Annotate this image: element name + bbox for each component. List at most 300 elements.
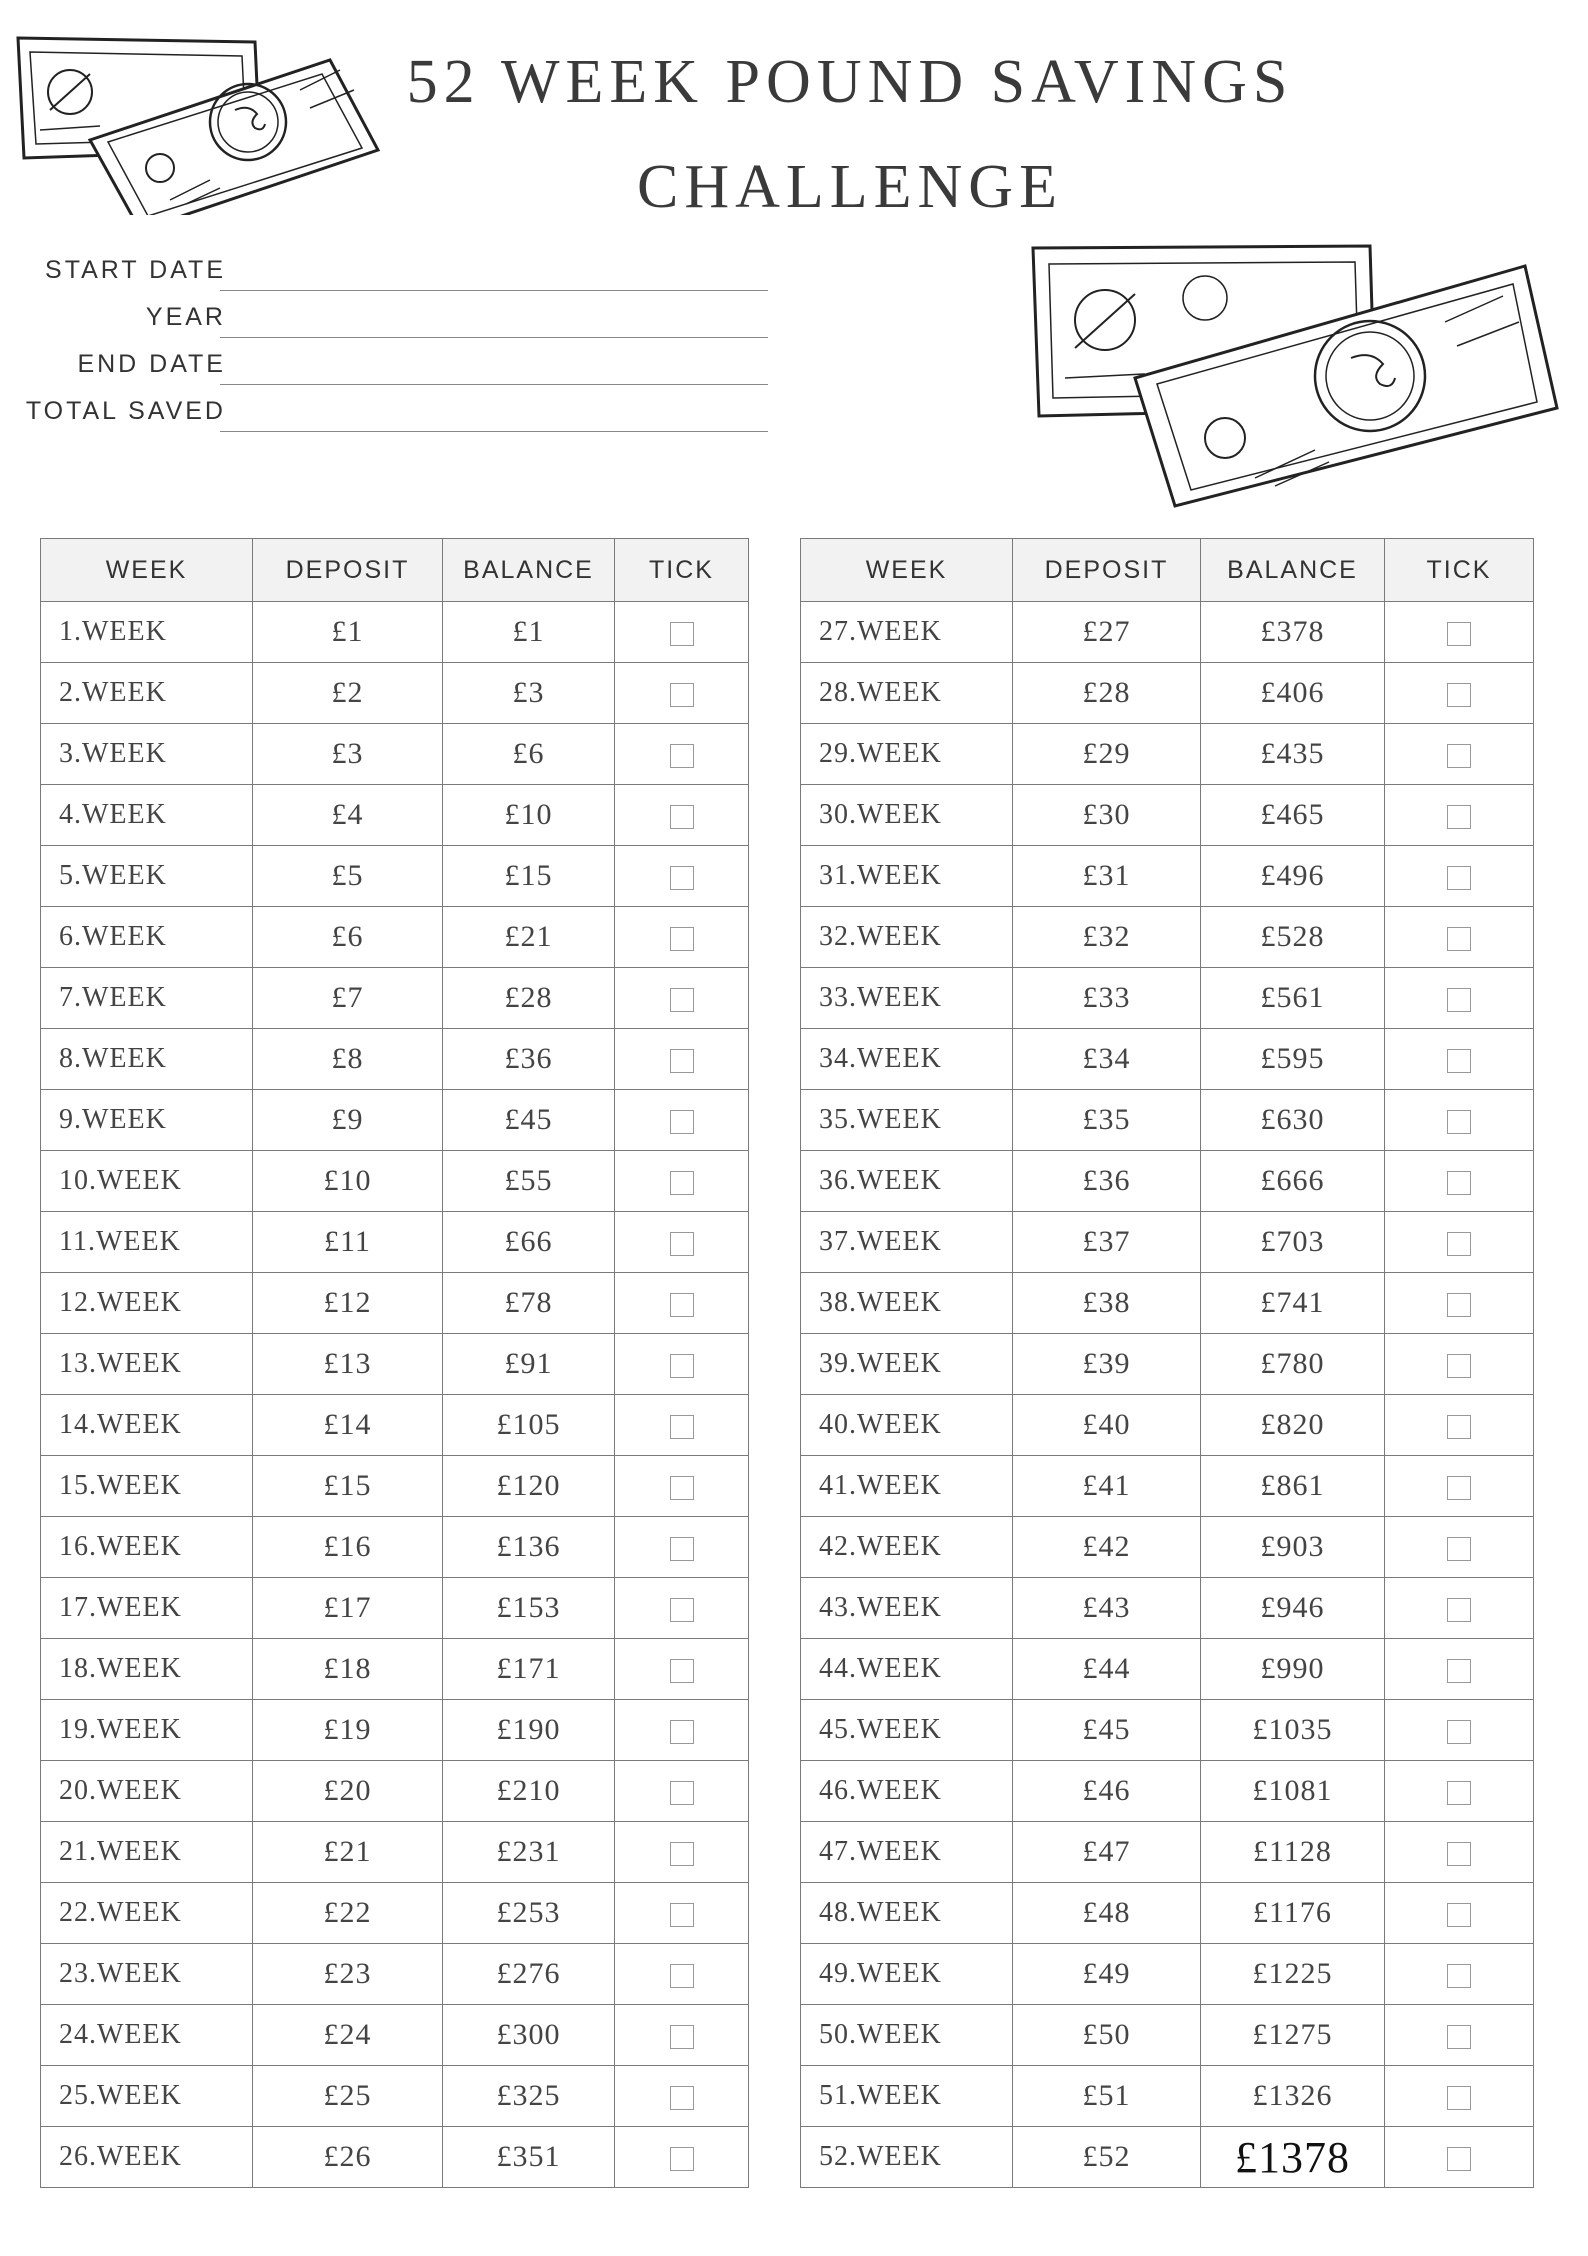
tick-checkbox[interactable] [1447,1354,1471,1378]
balance-cell: £1176 [1201,1883,1385,1944]
total-saved-line[interactable] [220,431,768,432]
table-row [41,2127,749,2188]
balance-cell: £190 [443,1700,615,1761]
week-cell: 35.WEEK [801,1090,1013,1151]
table-row [41,1334,749,1395]
balance-cell: £28 [443,968,615,1029]
deposit-cell: £4 [253,785,443,846]
week-cell: 33.WEEK [801,968,1013,1029]
week-cell: 22.WEEK [41,1883,253,1944]
tick-cell [1385,1395,1534,1456]
tick-cell [615,785,749,846]
tick-cell [1385,1517,1534,1578]
tick-cell [615,1212,749,1273]
table-header-row [801,539,1534,602]
table-row [41,1456,749,1517]
deposit-cell: £47 [1013,1822,1201,1883]
tick-checkbox[interactable] [670,1964,694,1988]
header-balance: BALANCE [1201,539,1385,602]
tick-checkbox[interactable] [670,1903,694,1927]
deposit-cell: £29 [1013,724,1201,785]
week-cell: 48.WEEK [801,1883,1013,1944]
tick-checkbox[interactable] [670,1415,694,1439]
table-row [801,2066,1534,2127]
table-row [41,1090,749,1151]
table-row [41,2005,749,2066]
tick-cell [615,1700,749,1761]
tick-cell [615,968,749,1029]
table-row [41,1883,749,1944]
balance-cell: £1081 [1201,1761,1385,1822]
week-cell: 2.WEEK [41,663,253,724]
table-row [41,1578,749,1639]
table-row [801,1822,1534,1883]
balance-cell: £780 [1201,1334,1385,1395]
balance-cell: £105 [443,1395,615,1456]
table-row [801,1090,1534,1151]
tick-cell [1385,1578,1534,1639]
tick-cell [615,1639,749,1700]
deposit-cell: £48 [1013,1883,1201,1944]
week-cell: 26.WEEK [41,2127,253,2188]
table-row [41,1700,749,1761]
deposit-cell: £52 [1013,2127,1201,2188]
deposit-cell: £28 [1013,663,1201,724]
tick-checkbox[interactable] [1447,744,1471,768]
balance-cell: £703 [1201,1212,1385,1273]
tick-checkbox[interactable] [670,1354,694,1378]
table-row [41,1639,749,1700]
table-row [801,2005,1534,2066]
table-row [41,1212,749,1273]
table-row [801,1639,1534,1700]
tick-checkbox[interactable] [1447,1171,1471,1195]
week-cell: 14.WEEK [41,1395,253,1456]
tick-cell [1385,2066,1534,2127]
balance-cell: £903 [1201,1517,1385,1578]
week-cell: 8.WEEK [41,1029,253,1090]
savings-table-right [800,538,1534,2188]
table-row [801,724,1534,785]
week-cell: 12.WEEK [41,1273,253,1334]
week-cell: 23.WEEK [41,1944,253,2005]
week-cell: 34.WEEK [801,1029,1013,1090]
tick-checkbox[interactable] [670,988,694,1012]
balance-cell: £6 [443,724,615,785]
tick-checkbox[interactable] [1447,2147,1471,2171]
tick-cell [615,602,749,663]
tick-cell [615,2127,749,2188]
table-row [801,1395,1534,1456]
table-row [41,846,749,907]
tick-cell [615,2066,749,2127]
balance-cell: £36 [443,1029,615,1090]
deposit-cell: £31 [1013,846,1201,907]
week-cell: 36.WEEK [801,1151,1013,1212]
table-row [801,1761,1534,1822]
tick-cell [1385,1334,1534,1395]
tick-checkbox[interactable] [670,683,694,707]
deposit-cell: £24 [253,2005,443,2066]
tick-cell [1385,1273,1534,1334]
table-row [801,1517,1534,1578]
week-cell: 15.WEEK [41,1456,253,1517]
balance-cell: £990 [1201,1639,1385,1700]
balance-cell: £78 [443,1273,615,1334]
table-header-row [41,539,749,602]
week-cell: 32.WEEK [801,907,1013,968]
tick-checkbox[interactable] [670,1232,694,1256]
tick-checkbox[interactable] [670,805,694,829]
deposit-cell: £26 [253,2127,443,2188]
tick-cell [615,1517,749,1578]
tick-checkbox[interactable] [670,1171,694,1195]
tick-checkbox[interactable] [1447,2025,1471,2049]
balance-cell: £465 [1201,785,1385,846]
tick-checkbox[interactable] [1447,988,1471,1012]
table-row [41,1944,749,2005]
tick-cell [1385,968,1534,1029]
balance-cell: £406 [1201,663,1385,724]
balance-cell: £666 [1201,1151,1385,1212]
week-cell: 52.WEEK [801,2127,1013,2188]
start-date-line[interactable] [220,290,768,291]
table-row [801,1273,1534,1334]
deposit-cell: £36 [1013,1151,1201,1212]
title-line-1: 52 WEEK POUND SAVINGS [406,48,1294,116]
balance-cell: £435 [1201,724,1385,785]
tick-checkbox[interactable] [670,2025,694,2049]
balance-cell: £15 [443,846,615,907]
tick-cell [1385,1944,1534,2005]
week-cell: 47.WEEK [801,1822,1013,1883]
deposit-cell: £17 [253,1578,443,1639]
tick-checkbox[interactable] [670,2147,694,2171]
deposit-cell: £27 [1013,602,1201,663]
deposit-cell: £34 [1013,1029,1201,1090]
week-cell: 43.WEEK [801,1578,1013,1639]
week-cell: 24.WEEK [41,2005,253,2066]
deposit-cell: £12 [253,1273,443,1334]
tick-cell [1385,1822,1534,1883]
tick-checkbox[interactable] [1447,1476,1471,1500]
balance-cell: £595 [1201,1029,1385,1090]
total-saved-label: TOTAL SAVED [25,397,226,425]
week-cell: 40.WEEK [801,1395,1013,1456]
tick-cell [1385,785,1534,846]
week-cell: 6.WEEK [41,907,253,968]
deposit-cell: £14 [253,1395,443,1456]
week-cell: 27.WEEK [801,602,1013,663]
week-cell: 5.WEEK [41,846,253,907]
tick-checkbox[interactable] [1447,2086,1471,2110]
header-deposit: DEPOSIT [253,539,443,602]
table-row [41,968,749,1029]
tick-checkbox[interactable] [670,927,694,951]
tick-checkbox[interactable] [1447,1964,1471,1988]
year-label: YEAR [145,303,226,331]
week-cell: 4.WEEK [41,785,253,846]
tick-checkbox[interactable] [670,1720,694,1744]
week-cell: 25.WEEK [41,2066,253,2127]
balance-cell: £55 [443,1151,615,1212]
balance-cell: £820 [1201,1395,1385,1456]
tick-checkbox[interactable] [670,744,694,768]
table-row [801,907,1534,968]
balance-cell: £1 [443,602,615,663]
tick-cell [615,2005,749,2066]
end-date-line[interactable] [220,384,768,385]
balance-cell: £153 [443,1578,615,1639]
deposit-cell: £38 [1013,1273,1201,1334]
tick-cell [1385,1639,1534,1700]
tick-checkbox[interactable] [670,1049,694,1073]
balance-cell: £10 [443,785,615,846]
tick-checkbox[interactable] [1447,927,1471,951]
week-cell: 39.WEEK [801,1334,1013,1395]
table-row [41,1517,749,1578]
tick-cell [615,1822,749,1883]
balance-cell: £171 [443,1639,615,1700]
tick-cell [1385,602,1534,663]
balance-cell: £136 [443,1517,615,1578]
deposit-cell: £33 [1013,968,1201,1029]
week-cell: 50.WEEK [801,2005,1013,2066]
deposit-cell: £45 [1013,1700,1201,1761]
banknotes-icon-right [1025,238,1565,508]
savings-table-left [40,538,749,2188]
tick-checkbox[interactable] [1447,622,1471,646]
tick-checkbox[interactable] [1447,1293,1471,1317]
tick-checkbox[interactable] [670,622,694,646]
table-row [801,846,1534,907]
header-tick: TICK [615,539,749,602]
tick-cell [1385,2127,1534,2188]
week-cell: 45.WEEK [801,1700,1013,1761]
week-cell: 16.WEEK [41,1517,253,1578]
tick-checkbox[interactable] [670,1293,694,1317]
tick-checkbox[interactable] [1447,1049,1471,1073]
deposit-cell: £1 [253,602,443,663]
table-row [801,1151,1534,1212]
week-cell: 9.WEEK [41,1090,253,1151]
deposit-cell: £49 [1013,1944,1201,2005]
week-cell: 51.WEEK [801,2066,1013,2127]
deposit-cell: £41 [1013,1456,1201,1517]
balance-cell: £1326 [1201,2066,1385,2127]
week-cell: 7.WEEK [41,968,253,1029]
header-week: WEEK [41,539,253,602]
week-cell: 18.WEEK [41,1639,253,1700]
tick-checkbox[interactable] [670,1598,694,1622]
table-row [41,724,749,785]
deposit-cell: £50 [1013,2005,1201,2066]
deposit-cell: £15 [253,1456,443,1517]
deposit-cell: £6 [253,907,443,968]
tick-cell [615,1334,749,1395]
week-cell: 29.WEEK [801,724,1013,785]
table-row [801,1700,1534,1761]
week-cell: 41.WEEK [801,1456,1013,1517]
balance-cell: £946 [1201,1578,1385,1639]
week-cell: 30.WEEK [801,785,1013,846]
tick-cell [1385,846,1534,907]
balance-cell: £561 [1201,968,1385,1029]
tick-cell [1385,1700,1534,1761]
table-row [41,602,749,663]
balance-cell: £21 [443,907,615,968]
table-row [801,1456,1534,1517]
week-cell: 46.WEEK [801,1761,1013,1822]
table-row [801,1578,1534,1639]
tick-checkbox[interactable] [1447,1110,1471,1134]
deposit-cell: £25 [253,2066,443,2127]
tick-checkbox[interactable] [670,1537,694,1561]
table-row [801,1334,1534,1395]
tick-cell [615,1883,749,1944]
deposit-cell: £43 [1013,1578,1201,1639]
table-row [41,1151,749,1212]
week-cell: 17.WEEK [41,1578,253,1639]
tick-checkbox[interactable] [1447,1842,1471,1866]
balance-cell: £253 [443,1883,615,1944]
balance-cell: £3 [443,663,615,724]
tick-checkbox[interactable] [670,1110,694,1134]
table-row [801,785,1534,846]
tick-cell [1385,1456,1534,1517]
balance-cell: £1275 [1201,2005,1385,2066]
balance-cell: £1035 [1201,1700,1385,1761]
tick-checkbox[interactable] [670,2086,694,2110]
balance-cell: £276 [443,1944,615,2005]
table-row [801,663,1534,724]
week-cell: 21.WEEK [41,1822,253,1883]
title-line-2: CHALLENGE [637,153,1063,221]
deposit-cell: £16 [253,1517,443,1578]
week-cell: 3.WEEK [41,724,253,785]
tick-cell [1385,1883,1534,1944]
deposit-cell: £19 [253,1700,443,1761]
tick-cell [615,1578,749,1639]
tick-checkbox[interactable] [670,1476,694,1500]
deposit-cell: £35 [1013,1090,1201,1151]
tick-checkbox[interactable] [1447,805,1471,829]
deposit-cell: £40 [1013,1395,1201,1456]
tick-cell [615,663,749,724]
deposit-cell: £10 [253,1151,443,1212]
tick-checkbox[interactable] [670,1781,694,1805]
tick-checkbox[interactable] [670,1659,694,1683]
tick-checkbox[interactable] [670,866,694,890]
tick-cell [1385,663,1534,724]
tick-cell [1385,2005,1534,2066]
week-cell: 20.WEEK [41,1761,253,1822]
table-row [41,1029,749,1090]
tick-cell [615,1761,749,1822]
deposit-cell: £51 [1013,2066,1201,2127]
week-cell: 28.WEEK [801,663,1013,724]
deposit-cell: £11 [253,1212,443,1273]
balance-cell: £1128 [1201,1822,1385,1883]
table-row [41,1822,749,1883]
balance-cell: £210 [443,1761,615,1822]
tick-checkbox[interactable] [1447,683,1471,707]
header-deposit: DEPOSIT [1013,539,1201,602]
balance-cell: £300 [443,2005,615,2066]
balance-cell: £120 [443,1456,615,1517]
tick-checkbox[interactable] [1447,1537,1471,1561]
week-cell: 49.WEEK [801,1944,1013,2005]
balance-cell: £528 [1201,907,1385,968]
table-row [801,1029,1534,1090]
year-line[interactable] [220,337,768,338]
tick-cell [615,1944,749,2005]
deposit-cell: £21 [253,1822,443,1883]
week-cell: 19.WEEK [41,1700,253,1761]
start-date-label: START DATE [45,256,226,284]
week-cell: 1.WEEK [41,602,253,663]
page-title [380,30,1320,240]
deposit-cell: £46 [1013,1761,1201,1822]
deposit-cell: £39 [1013,1334,1201,1395]
balance-cell: £861 [1201,1456,1385,1517]
table-row [41,1273,749,1334]
tick-checkbox[interactable] [1447,1720,1471,1744]
tick-cell [1385,907,1534,968]
balance-cell: £91 [443,1334,615,1395]
balance-cell: £325 [443,2066,615,2127]
tick-cell [615,1273,749,1334]
tick-cell [1385,1151,1534,1212]
tick-cell [1385,1761,1534,1822]
balance-cell: £741 [1201,1273,1385,1334]
tick-checkbox[interactable] [1447,1781,1471,1805]
tick-checkbox[interactable] [1447,1232,1471,1256]
table-row [801,1212,1534,1273]
deposit-cell: £23 [253,1944,443,2005]
week-cell: 10.WEEK [41,1151,253,1212]
tick-cell [615,846,749,907]
tick-cell [615,724,749,785]
tick-cell [615,1029,749,1090]
tick-checkbox[interactable] [1447,1415,1471,1439]
table-row [801,968,1534,1029]
header-tick: TICK [1385,539,1534,602]
week-cell: 38.WEEK [801,1273,1013,1334]
table-row [801,1944,1534,2005]
end-date-label: END DATE [77,350,226,378]
deposit-cell: £3 [253,724,443,785]
deposit-cell: £44 [1013,1639,1201,1700]
table-row [41,1395,749,1456]
tick-checkbox[interactable] [1447,1659,1471,1683]
deposit-cell: £7 [253,968,443,1029]
week-cell: 44.WEEK [801,1639,1013,1700]
table-row [801,1883,1534,1944]
deposit-cell: £22 [253,1883,443,1944]
tick-checkbox[interactable] [1447,1903,1471,1927]
balance-cell: £1225 [1201,1944,1385,2005]
deposit-cell: £30 [1013,785,1201,846]
tick-checkbox[interactable] [670,1842,694,1866]
tick-checkbox[interactable] [1447,866,1471,890]
week-cell: 13.WEEK [41,1334,253,1395]
tick-cell [1385,1212,1534,1273]
header-balance: BALANCE [443,539,615,602]
tick-checkbox[interactable] [1447,1598,1471,1622]
balance-cell: £66 [443,1212,615,1273]
deposit-cell: £2 [253,663,443,724]
